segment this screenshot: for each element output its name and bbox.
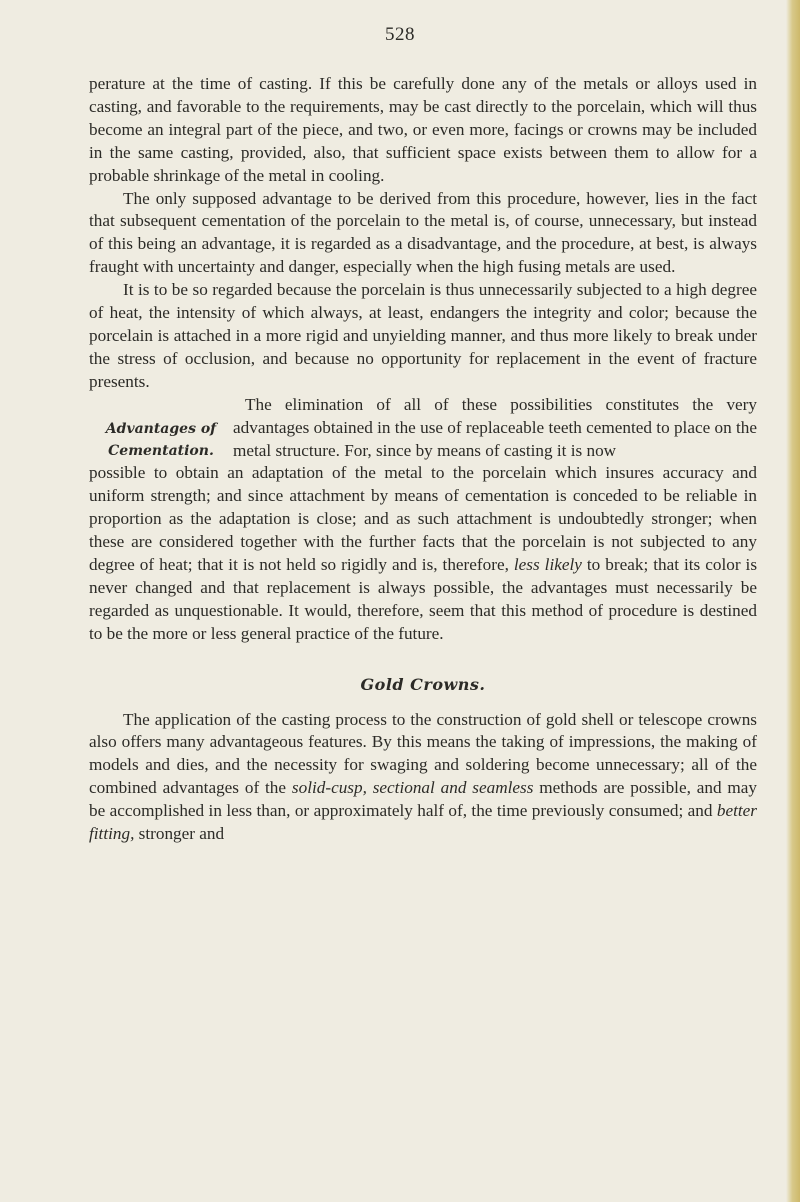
- emphasis-better-fitting: better fitting,: [89, 801, 757, 844]
- paragraph-4-start: The elimination of all of these possibilities constitutes the very advantages obtained in the use of replaceable teeth cemented to place on the metal structure. For, since by means of casting it is now: [233, 394, 757, 460]
- sidenote-advantages-of-cementation: [89, 418, 233, 462]
- paragraph-4-end: to break; that its color is never changed and that replacement is always possible, the advantages must necessarily be regarded as unquestionable. It would, therefore, seem that this method of procedure is destined to be the more or less general practice of the future.: [89, 555, 758, 643]
- body-text: [89, 73, 757, 846]
- paragraph-4-text: possible to obtain an adaptation of the metal to the porcelain which insures accuracy and uniform strength; and since attachment by means of cementation is conceded to be reliable in proportion as the adaptation is close; and as such attachment is undoubtedly stronger; when these are considered together with the further facts that the porcelain is not subjected to any degree of heat; that it is not held so rigidly and is, therefore,: [89, 463, 757, 575]
- paragraph-4-continued: [89, 462, 757, 645]
- paragraph-3: It is to be so regarded because the porcelain is thus unnecessarily subjected to a high degree of heat, the intensity of which always, at least, endangers the integrity and color; because the porcelain is attached in a more rigid and unyielding manner, and thus more likely to break under the stress of occlusion, and because no opportunity for replacement in the event of fracture presents.: [89, 280, 757, 391]
- paragraph-5-text-c: stronger and: [138, 824, 225, 844]
- paragraph-1: perature at the time of casting. If this be carefully done any of the metals or alloys used in casting, and favorable to the requirements, may be cast directly to the porcelain, which will thus become an integral part of the piece, and two, or even more, facings or crowns may be included in the same casting, provided, also, that sufficient space exists between them to allow for a probable shrinkage of the metal in cooling.: [89, 74, 757, 185]
- paragraph-5-text-b: methods are possible, and may be accomplished in less than, or approximately half of, the time previously consumed; and: [89, 778, 758, 821]
- sidenote-line-2: Cementation.: [108, 442, 214, 459]
- paragraph-5-text-a: The application of the casting process to the construction of gold shell or telescope crowns also offers many advantageous features. By this means the taking of impressions, the making of models and dies, and the necessity for swaging and soldering become unnecessary; all of the combined advantages of the: [89, 709, 757, 798]
- emphasis-less-likely: less likely: [513, 555, 582, 575]
- paragraph-5: [89, 709, 757, 846]
- sidenote-line-1: Advantages of: [105, 420, 217, 437]
- emphasis-solid-cusp: solid-cusp, sectional and seamless: [291, 778, 534, 798]
- sidenote-section: [89, 394, 757, 463]
- page-number: 528: [385, 24, 415, 45]
- section-heading-gold-crowns: Gold Crowns.: [360, 674, 486, 694]
- page-edge: [786, 0, 800, 1202]
- sidenote-body: [233, 394, 757, 463]
- paragraph-2: The only supposed advantage to be derived from this procedure, however, lies in the fact that subsequent cementation of the porcelain to the metal is, of course, unnecessary, but instead of this being an advantage, it is regarded as a disadvantage, and the procedure, at best, is always fraught with uncertainty and danger, especially when the high fusing metals are used.: [89, 188, 757, 277]
